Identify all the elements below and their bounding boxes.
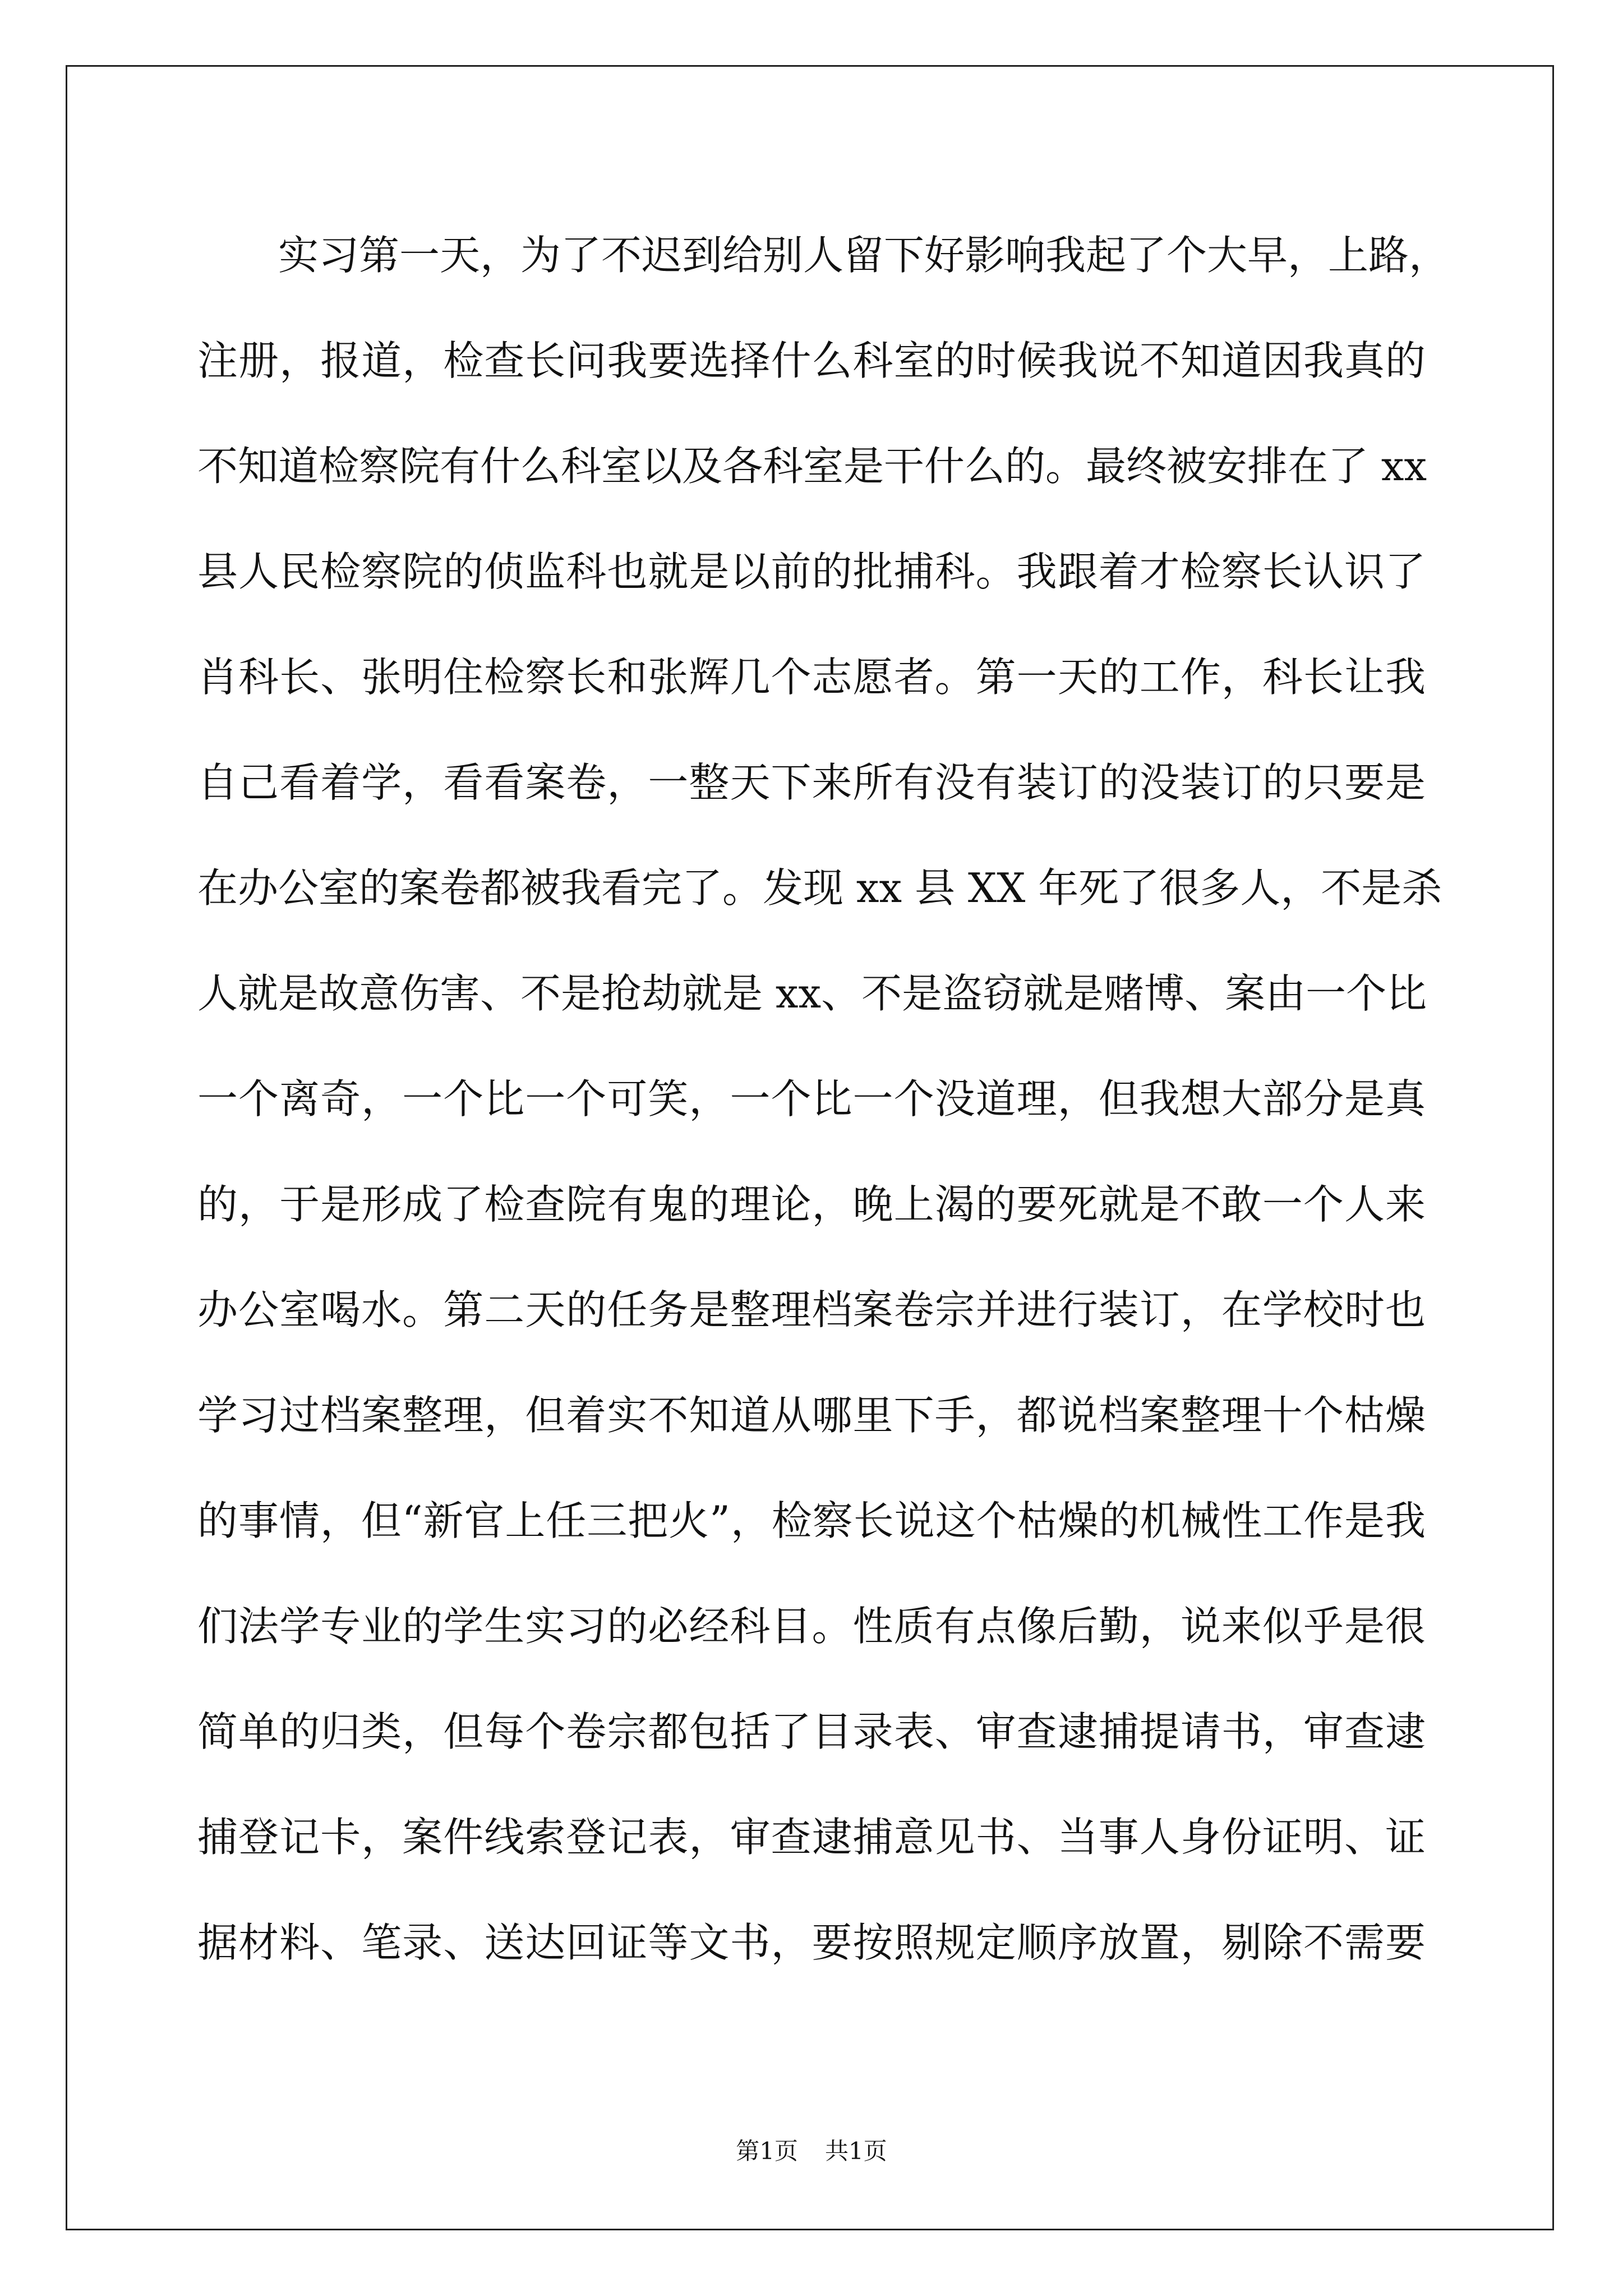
text-line-5: 肖科长、张明住检察长和张辉几个志愿者。第一天的工作，科长让我 [197, 654, 1426, 701]
text-line-3: 不知道检察院有什么科室以及各科室是干什么的。最终被安排在了 xx [197, 443, 1427, 490]
text-line-14: 们法学专业的学生实习的必经科目。性质有点像后勤，说来似乎是很 [197, 1603, 1426, 1650]
text-line-11: 办公室喝水。第二天的任务是整理档案卷宗并进行装订，在学校时也 [197, 1286, 1426, 1333]
text-line-6: 自己看着学，看看案卷，一整天下来所有没有装订的没装订的只要是 [197, 759, 1426, 806]
text-line-12: 学习过档案整理，但着实不知道从哪里下手，都说档案整理十个枯燥 [197, 1392, 1426, 1439]
page-number: 第1页 [736, 2137, 798, 2165]
page-footer [0, 2134, 1623, 2168]
text-line-17: 据材料、笔录、送达回证等文书，要按照规定顺序放置，剔除不需要 [197, 1919, 1426, 1966]
text-line-7: 在办公室的案卷都被我看完了。发现 xx 县 XX 年死了很多人，不是杀 [197, 864, 1442, 912]
document-body [197, 219, 1450, 2012]
text-line-1: 实习第一天，为了不迟到给别人留下好影响我起了个大早，上路， [278, 232, 1450, 279]
text-line-8: 人就是故意伤害、不是抢劫就是 xx、不是盗窃就是赌博、案由一个比 [197, 970, 1427, 1017]
page-total: 共1页 [825, 2137, 887, 2165]
text-line-13: 的事情，但“新官上任三把火”，检察长说这个枯燥的机械性工作是我 [197, 1497, 1426, 1544]
text-line-15: 简单的归类，但每个卷宗都包括了目录表、审查逮捕提请书，审查逮 [197, 1708, 1426, 1755]
text-line-2: 注册，报道，检查长问我要选择什么科室的时候我说不知道因我真的 [197, 337, 1426, 384]
text-line-9: 一个离奇，一个比一个可笑，一个比一个没道理，但我想大部分是真 [197, 1075, 1426, 1122]
text-line-4: 县人民检察院的侦监科也就是以前的批捕科。我跟着才检察长认识了 [197, 548, 1426, 595]
text-line-10: 的，于是形成了检查院有鬼的理论，晚上渴的要死就是不敢一个人来 [197, 1181, 1426, 1228]
text-line-16: 捕登记卡，案件线索登记表，审查逮捕意见书、当事人身份证明、证 [197, 1814, 1426, 1861]
